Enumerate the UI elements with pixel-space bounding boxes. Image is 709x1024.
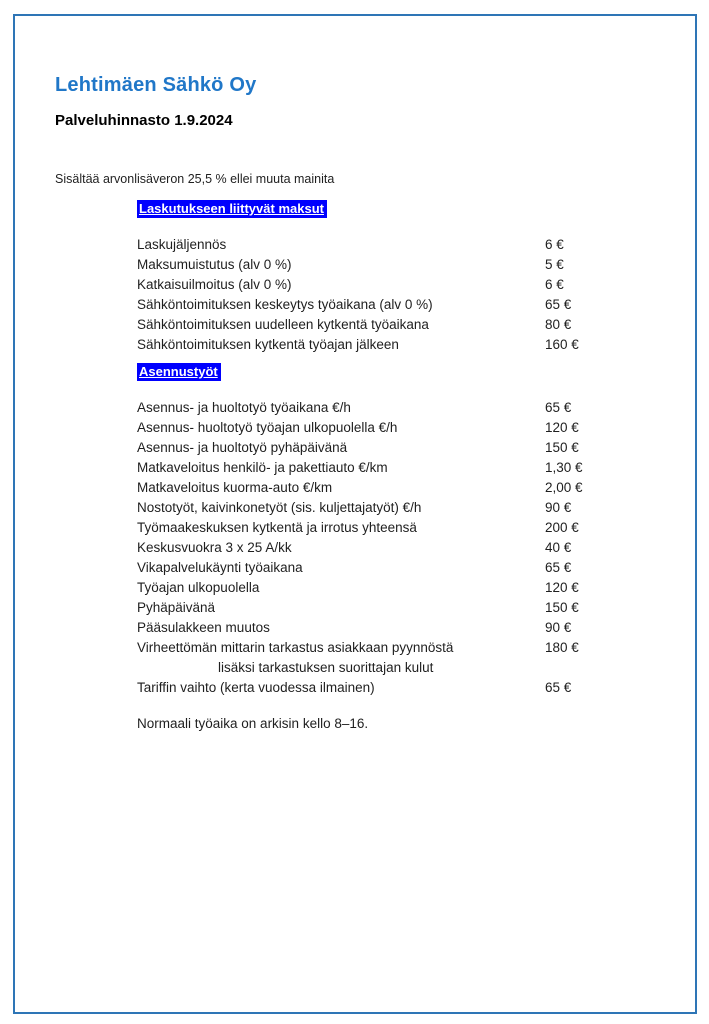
item-label: Asennus- ja huoltotyö työaikana €/h: [137, 400, 351, 415]
price-row: [137, 255, 677, 275]
item-label: Matkaveloitus henkilö- ja pakettiauto €/km: [137, 460, 388, 475]
item-label: Virheettömän mittarin tarkastus asiakkaan pyynnöstä: [137, 640, 454, 655]
item-label: Pääsulakkeen muutos: [137, 620, 270, 635]
price-row: [137, 538, 677, 558]
document-title: Palveluhinnasto 1.9.2024: [55, 112, 233, 129]
item-label: Sähköntoimituksen uudelleen kytkentä työaikana: [137, 317, 429, 332]
item-label: lisäksi tarkastuksen suorittajan kulut: [218, 660, 434, 675]
item-price: 120 €: [545, 420, 579, 435]
price-row: [137, 275, 677, 295]
item-label: Työajan ulkopuolella: [137, 580, 260, 595]
section-installation-work: [137, 363, 677, 698]
price-row: [137, 438, 677, 458]
price-row: [137, 678, 677, 698]
item-label: Tariffin vaihto (kerta vuodessa ilmainen): [137, 680, 375, 695]
item-price: 6 €: [545, 277, 564, 292]
item-price: 1,30 €: [545, 460, 583, 475]
working-hours-note: Normaali työaika on arkisin kello 8–16.: [137, 716, 369, 731]
item-price: 120 €: [545, 580, 579, 595]
item-label: Asennus- huoltotyö työajan ulkopuolella €/h: [137, 420, 398, 435]
item-label: Asennus- ja huoltotyö pyhäpäivänä: [137, 440, 348, 455]
item-label: Sähköntoimituksen kytkentä työajan jälkeen: [137, 337, 399, 352]
item-price: 160 €: [545, 337, 579, 352]
price-row: [137, 458, 677, 478]
company-title: Lehtimäen Sähkö Oy: [55, 74, 257, 96]
section-rows-installation: [137, 398, 677, 698]
item-label: Laskujäljennös: [137, 237, 227, 252]
price-row: [137, 478, 677, 498]
item-label: Katkaisuilmoitus (alv 0 %): [137, 277, 292, 292]
item-label: Nostotyöt, kaivinkonetyöt (sis. kuljettajatyöt) €/h: [137, 500, 422, 515]
item-label: Sähköntoimituksen keskeytys työaikana (alv 0 %): [137, 297, 433, 312]
item-price: 90 €: [545, 500, 572, 515]
price-row: [137, 658, 677, 678]
price-list: [137, 200, 677, 706]
price-row: [137, 578, 677, 598]
item-price: 80 €: [545, 317, 572, 332]
item-price: 150 €: [545, 440, 579, 455]
price-row: [137, 558, 677, 578]
item-label: Maksumuistutus (alv 0 %): [137, 257, 292, 272]
item-price: 5 €: [545, 257, 564, 272]
item-label: Pyhäpäivänä: [137, 600, 216, 615]
item-price: 65 €: [545, 297, 572, 312]
item-price: 180 €: [545, 640, 579, 655]
price-row: [137, 618, 677, 638]
price-row: [137, 398, 677, 418]
item-price: 65 €: [545, 400, 572, 415]
price-row: [137, 638, 677, 658]
item-price: 6 €: [545, 237, 564, 252]
item-label: Keskusvuokra 3 x 25 A/kk: [137, 540, 292, 555]
vat-note: Sisältää arvonlisäveron 25,5 % ellei muuta mainita: [55, 172, 335, 186]
section-header-installation: Asennustyöt: [137, 363, 221, 381]
item-price: 150 €: [545, 600, 579, 615]
price-row: [137, 498, 677, 518]
section-rows-billing: [137, 235, 677, 355]
item-price: 40 €: [545, 540, 572, 555]
item-price: 200 €: [545, 520, 579, 535]
item-label: Työmaakeskuksen kytkentä ja irrotus yhteensä: [137, 520, 417, 535]
item-price: 65 €: [545, 560, 572, 575]
price-row: [137, 518, 677, 538]
price-row: [137, 418, 677, 438]
section-billing-fees: [137, 200, 677, 355]
price-row: [137, 335, 677, 355]
price-row: [137, 598, 677, 618]
price-row: [137, 315, 677, 335]
section-header-billing: Laskutukseen liittyvät maksut: [137, 200, 327, 218]
item-price: 90 €: [545, 620, 572, 635]
price-row: [137, 235, 677, 255]
price-row: [137, 295, 677, 315]
item-label: Vikapalvelukäynti työaikana: [137, 560, 303, 575]
item-price: 2,00 €: [545, 480, 583, 495]
item-price: 65 €: [545, 680, 572, 695]
item-label: Matkaveloitus kuorma-auto €/km: [137, 480, 333, 495]
